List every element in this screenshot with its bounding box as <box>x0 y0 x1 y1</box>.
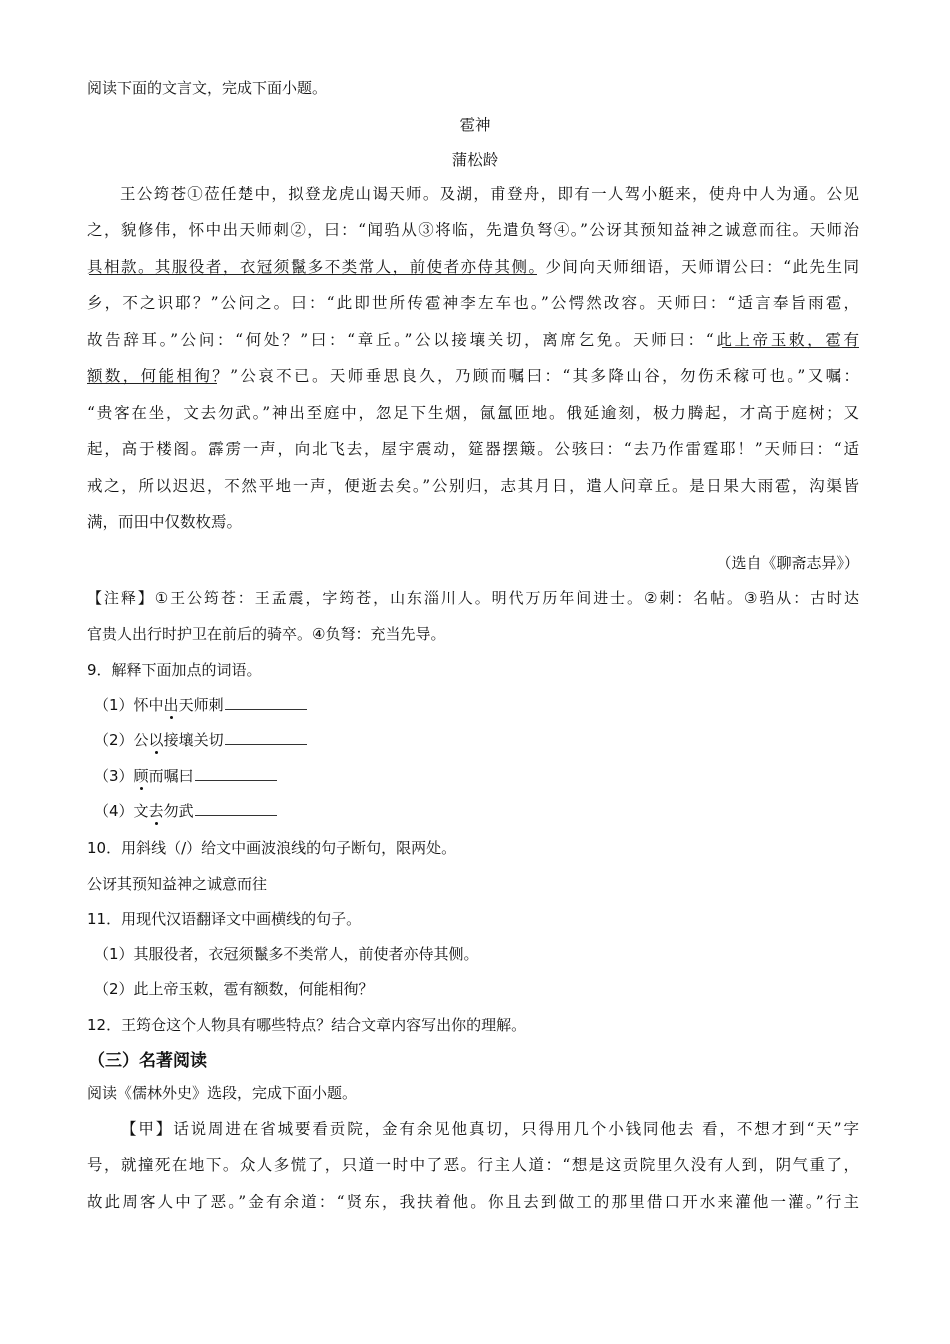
question-9-item: （4）文去勿武 <box>94 800 866 821</box>
question-11-stem: 11．用现代汉语翻译文中画横线的句子。 <box>87 910 362 928</box>
section-heading: （三）名著阅读 <box>88 1051 207 1071</box>
passage-line: 满，而田中仅数枚焉。 <box>87 513 243 531</box>
question-9-stem: 9．解释下面加点的词语。 <box>87 661 262 679</box>
dotted-character: 以 <box>148 731 164 749</box>
passage-line: 【甲】话说周进在省城要看贡院，金有余见他真切，只得用几个小钱同他去 看，不想才到“天”字 <box>121 1120 859 1138</box>
section-instruction: 阅读《儒林外史》选段，完成下面小题。 <box>87 1084 358 1102</box>
annotation-line: 【注释】①王公筠苍：王孟震，字筠苍，山东淄川人。明代万历年间进士。②刺：名帖。③驺从：古时达 <box>87 589 859 607</box>
passage-title: 雹神 <box>459 116 491 134</box>
question-9-item: （2）公以接壤关切 <box>94 729 866 750</box>
answer-blank[interactable] <box>225 732 307 745</box>
underline-mark <box>89 274 537 275</box>
underline-mark <box>722 347 859 348</box>
answer-blank[interactable] <box>225 697 307 710</box>
passage-line: “贵客在坐，文去勿武。”神出至庭中，忽足下生烟，氤氲匝地。俄延逾刻，极力腾起，才高于庭树；又 <box>87 404 859 422</box>
passage-line: 具相款。其服役者，衣冠须鬣多不类常人，前使者亦侍其侧。少间向天师细语，天师谓公曰：“此先生同 <box>87 258 859 276</box>
passage-source: （选自《聊斋志异》） <box>716 554 859 572</box>
question-11-item: （2）此上帝玉敕，雹有额数，何能相徇？ <box>94 980 374 998</box>
question-12-stem: 12．王筠仓这个人物具有哪些特点？结合文章内容写出你的理解。 <box>87 1016 527 1034</box>
underline-mark <box>87 383 217 384</box>
question-9-item: （1）怀中出天师刺 <box>94 694 866 715</box>
passage-line: 戒之，所以迟迟，不然平地一声，便逝去矣。”公别归，志其月日，遣人问章丘。是日果大雨雹，沟渠皆 <box>87 477 859 495</box>
passage-line: 额数，何能相徇？”公哀不已。天师垂思良久，乃顾而嘱曰：“其多降山谷，勿伤禾稼可也。”又嘱： <box>87 367 859 385</box>
passage-line: 故告辞耳。”公问：“何处？”曰：“章丘。”公以接壤关切，离席乞免。天师曰：“此上帝玉敕，雹有 <box>87 331 859 349</box>
passage-line: 号，就撞死在地下。众人多慌了，只道一时中了恶。行主人道：“想是这贡院里久没有人到，阴气重了， <box>87 1156 859 1174</box>
passage-line: 王公筠苍①莅任楚中，拟登龙虎山谒天师。及湖，甫登舟，即有一人驾小艇来，使舟中人为通。公见 <box>120 185 859 203</box>
dotted-character: 出 <box>163 696 179 714</box>
dotted-character: 去 <box>148 802 164 820</box>
question-10-stem: 10．用斜线（/）给文中画波浪线的句子断句，限两处。 <box>87 839 457 857</box>
answer-blank[interactable] <box>195 768 277 781</box>
annotation-line: 官贵人出行时护卫在前后的骑卒。④负弩：充当先导。 <box>87 625 446 643</box>
question-10-sentence: 公讶其预知益神之诚意而往 <box>87 875 268 893</box>
dotted-character: 顾 <box>133 767 149 785</box>
passage-line: 乡，不之识耶？”公问之。曰：“此即世所传雹神李左车也。”公愕然改容。天师曰：“适言奉旨雨雹， <box>87 294 859 312</box>
question-11-item: （1）其服役者，衣冠须鬣多不类常人，前使者亦侍其侧。 <box>94 945 479 963</box>
reading-instruction: 阅读下面的文言文，完成下面小题。 <box>87 79 328 97</box>
passage-line: 起，高于楼阁。霹雳一声，向北飞去，屋宇震动，筵器摆簸。公骇曰：“去乃作雷霆耶！”天师曰：“适 <box>87 440 859 458</box>
passage-author: 蒲松龄 <box>451 151 499 169</box>
answer-blank[interactable] <box>195 803 277 816</box>
passage-line: 之，貌修伟，怀中出天师刺②，曰：“闻驺从③将临，先遣负弩④。”公讶其预知益神之诚意而往。天师治 <box>87 221 859 239</box>
passage-line: 故此周客人中了恶。”金有余道：“贤东，我扶着他。你且去到做工的那里借口开水来灌他一灌。”行主 <box>87 1193 859 1211</box>
question-9-item: （3）顾而嘱曰 <box>94 765 866 786</box>
